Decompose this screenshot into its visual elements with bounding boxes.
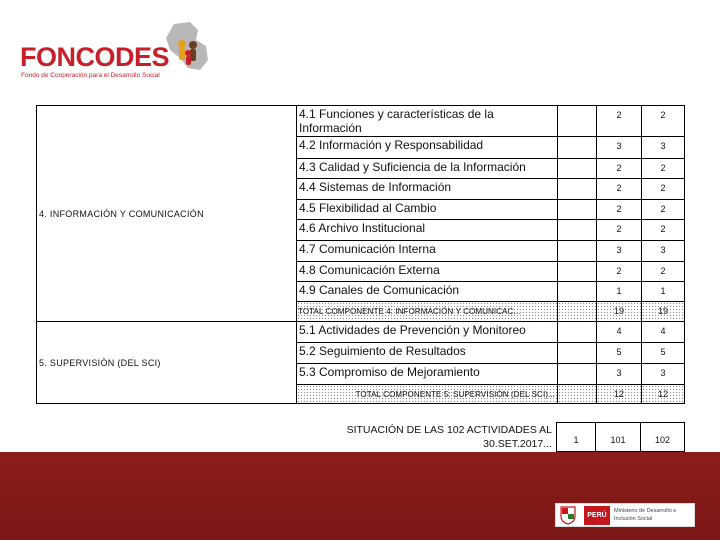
peru-map-icon: [160, 20, 218, 76]
item-label: 4.8 Comunicación Externa: [296, 261, 558, 282]
component-label: 4. INFORMACIÓN Y COMUNICACIÓN: [36, 105, 297, 322]
item-value-a: [557, 281, 597, 302]
item-value-b: 3: [596, 363, 642, 385]
item-value-b: 2: [596, 178, 642, 200]
item-label: 4.4 Sistemas de Información: [296, 178, 558, 200]
item-value-b: 2: [596, 261, 642, 282]
item-value-a: [557, 178, 597, 200]
item-value-c: 3: [641, 240, 685, 262]
item-value-b: 2: [596, 105, 642, 137]
ministry-name: Ministerio de Desarrollo e Inclusión Social: [614, 508, 677, 522]
item-value-c: 3: [641, 136, 685, 159]
total-value-b: 12: [596, 384, 642, 404]
peru-badge: PERÚ: [584, 506, 610, 525]
logo-tagline: Fondo de Cooperación para el Desarrollo Social: [21, 72, 160, 79]
total-value-a: [557, 301, 597, 322]
logo-wordmark: FONCODES: [20, 42, 170, 72]
item-label: 5.2 Seguimiento de Resultados: [296, 342, 558, 364]
item-value-c: 2: [641, 158, 685, 179]
item-value-c: 4: [641, 321, 685, 343]
item-value-b: 2: [596, 219, 642, 241]
item-value-a: [557, 261, 597, 282]
situation-value-c: 102: [640, 422, 685, 452]
item-value-a: [557, 342, 597, 364]
government-logo: [555, 503, 695, 527]
item-value-a: [557, 199, 597, 220]
item-label: 4.2 Información y Responsabilidad: [296, 136, 558, 159]
total-row-label: TOTAL COMPONENTE 5: SUPERVISIÓN (DEL SCI)...: [296, 384, 558, 404]
total-value-a: [557, 384, 597, 404]
item-value-a: [557, 363, 597, 385]
item-value-c: 5: [641, 342, 685, 364]
item-value-b: 3: [596, 136, 642, 159]
item-value-a: [557, 219, 597, 241]
item-value-c: 2: [641, 199, 685, 220]
item-label: 4.3 Calidad y Suficiencia de la Información: [296, 158, 558, 179]
item-label: 5.3 Compromiso de Mejoramiento: [296, 363, 558, 385]
item-value-a: [557, 105, 597, 137]
item-value-c: 2: [641, 261, 685, 282]
item-value-a: [557, 136, 597, 159]
total-value-c: 12: [641, 384, 685, 404]
total-value-c: 19: [641, 301, 685, 322]
item-value-b: 5: [596, 342, 642, 364]
item-label: 4.5 Flexibilidad al Cambio: [296, 199, 558, 220]
item-value-b: 2: [596, 158, 642, 179]
item-value-a: [557, 158, 597, 179]
item-value-b: 1: [596, 281, 642, 302]
item-value-c: 2: [641, 105, 685, 137]
item-value-c: 2: [641, 219, 685, 241]
foncodes-logo: [18, 20, 218, 82]
item-value-a: [557, 240, 597, 262]
item-label: 5.1 Actividades de Prevención y Monitoreo: [296, 321, 558, 343]
item-label: 4.7 Comunicación Interna: [296, 240, 558, 262]
item-value-c: 2: [641, 178, 685, 200]
component-label: 5. SUPERVISIÒN (DEL SCI): [36, 321, 297, 404]
item-value-b: 3: [596, 240, 642, 262]
item-value-a: [557, 321, 597, 343]
situation-value-b: 101: [595, 422, 641, 452]
situation-value-a: 1: [556, 422, 596, 452]
item-value-c: 3: [641, 363, 685, 385]
item-label: 4.9 Canales de Comunicación: [296, 281, 558, 302]
item-value-b: 4: [596, 321, 642, 343]
coat-of-arms-icon: [560, 506, 576, 525]
item-label: 4.6 Archivo Institucional: [296, 219, 558, 241]
item-label: 4.1 Funciones y características de la Información: [296, 105, 558, 137]
item-value-b: 2: [596, 199, 642, 220]
total-value-b: 19: [596, 301, 642, 322]
item-value-c: 1: [641, 281, 685, 302]
evaluation-table: [36, 105, 685, 403]
situation-label: SITUACIÓN DE LAS 102 ACTIVIDADES AL 30.SET.2017...: [346, 424, 552, 450]
total-row-label: TOTAL COMPONENTE 4: INFORMACIÓN Y COMUNICAC...: [296, 301, 558, 322]
